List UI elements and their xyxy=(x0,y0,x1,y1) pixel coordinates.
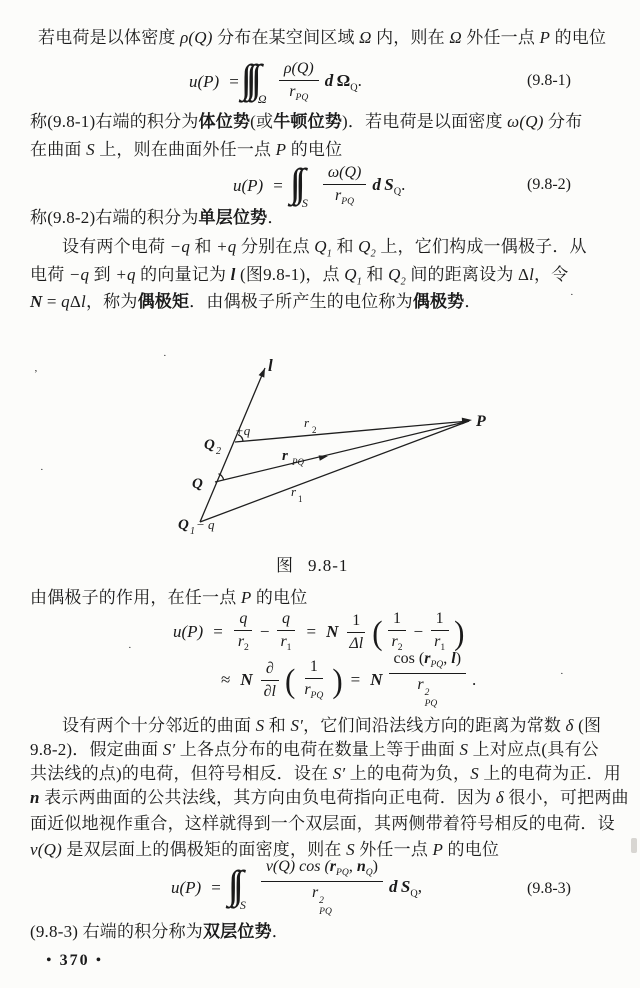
text-run: 偶极矩 xyxy=(137,292,190,311)
differential-term: d $S_Q$, xyxy=(388,876,422,900)
text-run: S xyxy=(470,764,479,783)
text-run: 上的电荷为正．用 xyxy=(478,764,621,783)
text-run: 双层位势 xyxy=(202,922,272,941)
text-run: −q xyxy=(169,237,191,256)
text-run: 很小，可把两曲 xyxy=(503,788,629,807)
text-run: l xyxy=(81,292,86,311)
text-run: 表示两曲面的公共法线，其方向由负电荷指向正电荷．因为 xyxy=(39,788,496,807)
text-line-8 xyxy=(30,588,308,608)
minus-sign: − xyxy=(413,622,424,641)
text-run: ． xyxy=(267,208,285,227)
text-run: 和 xyxy=(332,237,359,256)
text-run: Q xyxy=(314,237,327,256)
text-run: P xyxy=(432,840,444,859)
text-run: 上各点分布的电荷在数量上等于曲面 xyxy=(175,740,460,759)
text-run: • xyxy=(46,952,60,969)
text-run: Q xyxy=(344,265,357,284)
equals-sign: = xyxy=(211,878,221,897)
text-run: Q xyxy=(358,237,371,256)
label-r2: r xyxy=(304,415,310,430)
text-run: S′ xyxy=(290,716,304,735)
label-r1: r xyxy=(291,484,297,499)
scan-smudge xyxy=(631,838,637,853)
eq-lhs: u(P) xyxy=(173,622,204,641)
rpq-line xyxy=(215,421,469,482)
text-run: 上，则在曲面外任一点 xyxy=(94,140,276,159)
fraction: ν(Q) $\cos (r_{PQ}$, $n_Q$) r 2 PQ xyxy=(261,858,383,918)
text-run: n xyxy=(30,788,40,807)
label-rpq: r xyxy=(282,448,288,464)
text-run: (9.8-3) 右端的积分称为 xyxy=(30,922,203,941)
label-l: l xyxy=(268,356,273,375)
eq-lhs: u(P) xyxy=(171,878,202,897)
approx-sign: ≈ xyxy=(221,670,231,689)
text-run: S xyxy=(255,716,265,735)
equals-sign: = xyxy=(229,72,239,91)
label-q: Q xyxy=(192,476,203,492)
text-run: 分布 xyxy=(543,112,583,131)
text-run: P xyxy=(539,28,551,47)
text-run: 体位势 xyxy=(198,112,251,131)
text-run: P xyxy=(275,140,287,159)
text-run: 上的电荷为负， xyxy=(345,764,471,783)
text-run: S xyxy=(346,840,355,859)
differential-term: d $\Omega_Q$. xyxy=(324,70,362,94)
text-run: q xyxy=(61,292,70,311)
label-minus-q: − q xyxy=(196,517,215,532)
text-run: 2 xyxy=(400,276,406,288)
label-q1-sub: 1 xyxy=(190,526,195,537)
text-run: 内，则在 xyxy=(371,28,450,47)
text-run: Δ xyxy=(69,292,82,311)
text-run: 的电位 xyxy=(550,28,607,47)
equation-number-2: (9.8-2) xyxy=(527,176,571,193)
text-run: (图9.8-1)，点 xyxy=(235,265,345,284)
scan-speck: · xyxy=(40,464,44,476)
text-run: 到 xyxy=(89,265,116,284)
text-run: −q xyxy=(68,265,90,284)
text-run: 9.8-2)．假定曲面 xyxy=(30,740,163,759)
text-run: 偶极势 xyxy=(412,292,465,311)
text-line-6 xyxy=(30,265,568,292)
text-run: 单层位势 xyxy=(198,208,268,227)
equation-number-3: (9.8-3) xyxy=(527,880,571,897)
differential-term: d $S_Q$. xyxy=(372,174,406,198)
text-run: )．若电荷是以面密度 xyxy=(342,112,508,131)
text-run: 的电位 xyxy=(251,588,308,607)
text-line-14 xyxy=(30,840,499,860)
text-run: • xyxy=(89,952,104,969)
text-run: 面近似地视作重合，这样就得到一个双层面，其两侧带着符号相反的电荷．设 xyxy=(30,814,615,833)
text-run: 称(9.8-1)右端的积分为 xyxy=(30,112,199,131)
text-run: ν(Q) xyxy=(30,840,62,859)
page-number xyxy=(46,952,103,970)
text-run: 称(9.8-2)右端的积分为 xyxy=(30,208,199,227)
text-run: S xyxy=(86,140,95,159)
text-line-1 xyxy=(38,28,606,48)
text-run: (图 xyxy=(573,716,602,735)
text-run: δ xyxy=(565,716,574,735)
scan-speck: · xyxy=(570,289,574,301)
right-paren: ) xyxy=(332,661,343,699)
right-paren: ) xyxy=(454,613,465,651)
p-arrowhead xyxy=(462,418,472,425)
scan-speck: · xyxy=(128,642,132,654)
text-run: δ xyxy=(495,788,504,807)
text-run: ，称为 xyxy=(85,292,138,311)
dipole-moment-n: N xyxy=(326,622,339,641)
text-run: ，令 xyxy=(534,265,569,284)
text-run: 间的距离设为 Δ xyxy=(405,265,530,284)
text-run: Q xyxy=(388,265,401,284)
label-q1: Q xyxy=(178,517,189,533)
label-rpq-sub: PQ xyxy=(292,457,304,467)
text-line-5 xyxy=(62,237,587,264)
text-run: l xyxy=(230,265,236,284)
text-run: 和 xyxy=(361,265,389,284)
text-run: 外任一点 xyxy=(354,840,433,859)
text-run: 设有两个电荷 xyxy=(62,237,170,256)
fraction: $\frac{\omega(Q)}{r_{PQ}}$ xyxy=(323,164,367,208)
equation-9-8-1 xyxy=(186,56,365,108)
text-run: 的向量记为 xyxy=(135,265,231,284)
text-run: 共法线的点)的电荷，但符号相反．设在 xyxy=(30,764,333,783)
equation-number-1: (9.8-1) xyxy=(527,72,571,89)
text-run: S xyxy=(459,740,469,759)
scan-speck: · xyxy=(163,350,167,362)
text-run: 和 xyxy=(190,237,217,256)
text-run: (或 xyxy=(250,112,274,131)
text-run: 的电位 xyxy=(443,840,500,859)
figure-9-8-1 xyxy=(135,348,505,548)
axis-arrowhead xyxy=(259,368,265,378)
text-run: N xyxy=(30,292,43,311)
text-run: Ω xyxy=(449,28,462,47)
text-run: 2 xyxy=(370,248,376,260)
text-run: ．由偶极子所产生的电位称为 xyxy=(189,292,413,311)
equation-9-8-2 xyxy=(230,160,408,212)
text-run: +q xyxy=(216,237,237,256)
minus-sign: − xyxy=(259,622,270,641)
text-run: l xyxy=(529,265,535,284)
scan-speck: · xyxy=(560,668,564,680)
text-run: S′ xyxy=(162,740,176,759)
text-run: = xyxy=(42,292,62,311)
equals-sign: = xyxy=(273,176,283,195)
text-run: 上对应点(具有公 xyxy=(468,740,599,759)
text-run: 上，它们构成一偶极子．从 xyxy=(375,237,587,256)
text-run: 是双层面上的偶极矩的面密度，则在 xyxy=(61,840,347,859)
text-run: 设有两个十分邻近的曲面 xyxy=(62,716,256,735)
text-run: S′ xyxy=(332,764,346,783)
text-run: P xyxy=(240,588,252,607)
text-run: Ω xyxy=(359,28,372,47)
text-run: 电荷 xyxy=(30,265,69,284)
eq-lhs: u(P) xyxy=(233,176,264,195)
text-line-10 xyxy=(30,740,599,760)
equation-dipole-line1: u(P) = $\frac{q}{r_2}$ − $\frac{q}{r_1}$ = N $\frac{1}{\Delta l}$ ( $\frac{1}{r_2}$ − $\frac{1}{r_1}$ ) xyxy=(173,610,465,654)
text-run: 分别在点 xyxy=(236,237,315,256)
label-r1-sub: 1 xyxy=(298,494,303,504)
text-run: 分布在某空间区域 xyxy=(212,28,360,47)
double-integral-sign: S xyxy=(301,196,308,210)
label-q2: Q xyxy=(204,437,215,453)
rpq-mid-arrowhead xyxy=(319,455,328,460)
text-run: 的电位 xyxy=(286,140,343,159)
text-line-13 xyxy=(30,814,615,834)
text-run: 1 xyxy=(356,276,362,288)
label-q2-sub: 2 xyxy=(216,446,221,457)
label-p: P xyxy=(476,413,486,430)
text-run: 和 xyxy=(264,716,291,735)
fraction: $\frac{\rho(Q)}{r_{PQ}}$ xyxy=(279,60,319,104)
text-run: 牛顿位势 xyxy=(273,112,343,131)
double-integral-sign: S xyxy=(239,898,246,912)
text-run: 若电荷是以体密度 xyxy=(38,28,181,47)
text-run: ． xyxy=(271,922,289,941)
text-line-15 xyxy=(30,922,289,942)
equation-dipole-line2: ≈ N $\frac{\partial}{\partial l}$ ( $\frac{1}{r_{PQ}}$ ) = N $\cos (r_{PQ}$, l) r 2 PQ . xyxy=(221,650,477,709)
equation-9-8-3 xyxy=(168,858,425,917)
text-run: +q xyxy=(115,265,136,284)
text-line-7 xyxy=(30,292,482,312)
triple-integral-sign: Ω xyxy=(257,92,267,106)
text-run: ． xyxy=(464,292,482,311)
text-run: ω(Q) xyxy=(507,112,544,131)
text-run: 370 xyxy=(59,952,90,969)
text-run: ，它们间沿法线方向的距离为常数 xyxy=(303,716,566,735)
label-r2-sub: 2 xyxy=(312,425,317,435)
text-run: 在曲面 xyxy=(30,140,87,159)
text-line-2 xyxy=(30,112,582,132)
left-paren: ( xyxy=(284,661,296,699)
r2-line xyxy=(235,421,469,442)
figure-caption: 图 9.8-1 xyxy=(276,556,349,575)
left-paren: ( xyxy=(372,613,383,651)
text-run: 由偶极子的作用，在任一点 xyxy=(30,588,241,607)
scan-speck: ’ xyxy=(34,368,38,380)
text-run: 1 xyxy=(326,248,332,260)
text-run: 外任一点 xyxy=(461,28,540,47)
text-line-11 xyxy=(30,764,621,784)
text-line-12 xyxy=(30,788,629,808)
text-line-3 xyxy=(30,140,342,160)
label-plus-q: +q xyxy=(235,423,251,438)
text-line-9 xyxy=(62,716,601,736)
eq-lhs: u(P) xyxy=(189,72,220,91)
text-run: ρ(Q) xyxy=(180,28,213,47)
